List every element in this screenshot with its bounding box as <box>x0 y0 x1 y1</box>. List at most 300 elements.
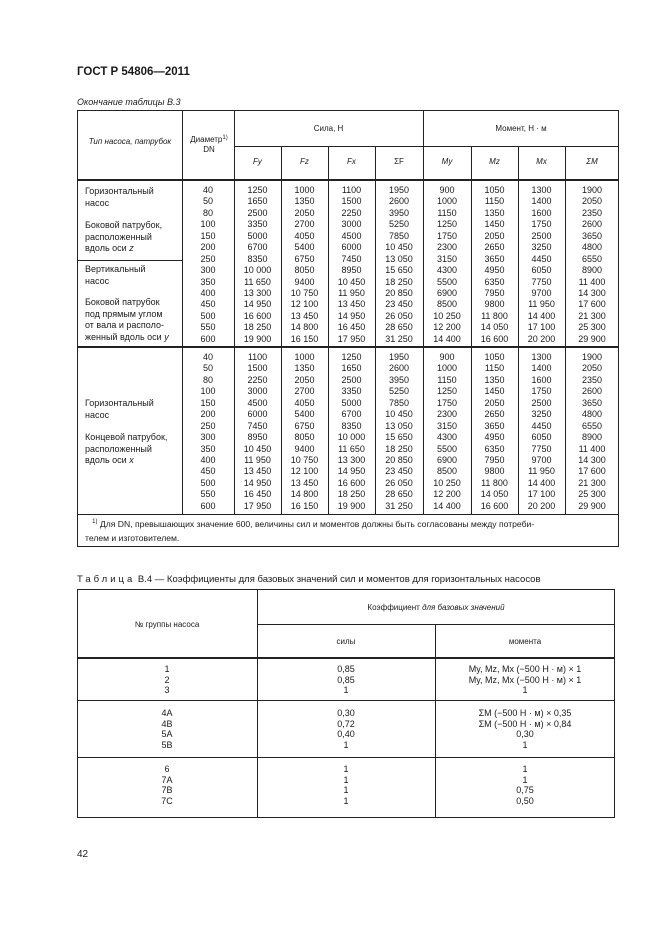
value-cell: 1450 <box>484 386 505 397</box>
value-cell: 2050 <box>484 397 505 408</box>
moment-group-header: Момент, Н · м <box>495 124 547 133</box>
value-cell: 13 450 <box>290 310 319 321</box>
value-cell: 17 100 <box>527 322 556 333</box>
value-cell: 300 <box>200 265 216 276</box>
value-cell: 11 950 <box>528 299 555 310</box>
value-cell: 17 100 <box>527 489 556 500</box>
value-cell: 15 650 <box>385 432 413 443</box>
my-header: My <box>441 157 453 166</box>
value-cell: 8350 <box>247 253 268 264</box>
value-cell: 16 600 <box>480 500 509 511</box>
value-cell: 1750 <box>436 397 458 408</box>
value-cell: 1000 <box>294 185 315 195</box>
value-cell: 7950 <box>484 287 505 298</box>
value-cell: 250 <box>200 253 216 264</box>
value-cell: 20 850 <box>385 287 413 298</box>
value-cell: 12 100 <box>290 466 319 477</box>
column-dn <box>182 352 234 512</box>
value-cell: 25 300 <box>578 322 606 333</box>
value-cell: 3650 <box>484 253 505 264</box>
value-cell: 50 <box>202 363 213 374</box>
value-cell: 5500 <box>436 443 458 454</box>
value-cell: 18 250 <box>243 322 272 333</box>
value-cell: 2600 <box>581 386 603 397</box>
value-cell: 20 850 <box>385 454 413 465</box>
value-cell: 10 250 <box>433 477 461 488</box>
column-mx <box>518 352 565 512</box>
value-cell: 10 000 <box>337 432 366 443</box>
value-cell: 1300 <box>531 352 552 362</box>
value-cell: 10 750 <box>290 454 319 465</box>
value-cell: 500 <box>200 310 216 321</box>
column-fx <box>328 352 375 512</box>
value-cell: 1100 <box>247 352 268 362</box>
value-cell: 17 950 <box>243 500 272 511</box>
value-cell: 2500 <box>531 397 552 408</box>
value-cell: 2650 <box>484 409 505 420</box>
value-cell: 2500 <box>247 207 268 218</box>
value-cell: 2700 <box>294 219 315 230</box>
value-cell: 12 200 <box>433 489 461 500</box>
value-cell: 600 <box>200 500 216 511</box>
value-cell: 1650 <box>341 363 362 374</box>
value-cell: 1 <box>343 795 349 806</box>
value-cell: 29 900 <box>578 333 606 344</box>
table-continuation-label: Окончание таблицы В.3 <box>77 97 181 107</box>
value-cell: 1 <box>522 739 528 750</box>
value-cell: 9400 <box>294 443 315 454</box>
value-cell: 2600 <box>581 219 603 230</box>
label-vertical-pump: Вертикальный насос <box>85 264 146 286</box>
value-cell: 14 400 <box>433 500 461 511</box>
value-cell: 14 300 <box>578 287 606 298</box>
value-cell: 29 900 <box>578 500 606 511</box>
value-cell: 5000 <box>247 230 268 241</box>
value-cell: 16 150 <box>290 500 319 511</box>
value-cell: 7B <box>161 785 173 795</box>
value-cell: 2700 <box>294 386 315 397</box>
value-cell: 1150 <box>484 363 505 374</box>
value-cell: ΣM (−500 Н · м) × 0,84 <box>478 718 572 729</box>
value-cell: 6050 <box>531 432 552 443</box>
value-cell: 7A <box>161 774 173 785</box>
value-cell: 7C <box>161 795 173 806</box>
value-cell: 8350 <box>341 420 362 431</box>
value-cell: 16 600 <box>337 477 366 488</box>
value-cell: 200 <box>200 409 216 420</box>
column-sm <box>565 352 619 512</box>
value-cell: 1 <box>343 685 349 695</box>
value-cell: 250 <box>200 420 216 431</box>
table-b4-caption: Таблица В.4 — Коэффициенты для базовых значений сил и моментов для горизонтальных насосов <box>77 574 541 585</box>
pump-type-header: Тип насоса, патрубок <box>88 137 172 146</box>
value-cell: 1250 <box>436 219 458 230</box>
value-cell: 2600 <box>388 196 410 207</box>
value-cell: ΣM (−500 Н · м) × 0,35 <box>478 708 572 718</box>
value-cell: 18 250 <box>385 443 413 454</box>
value-cell: 13 050 <box>385 420 413 431</box>
value-cell: 1400 <box>531 196 552 207</box>
value-cell: 7750 <box>531 276 552 287</box>
value-cell: 10 450 <box>385 242 413 253</box>
value-cell: 1 <box>343 764 349 774</box>
value-cell: 8050 <box>294 265 315 276</box>
value-cell: 6700 <box>341 409 362 420</box>
value-cell: 1500 <box>247 363 268 374</box>
value-cell: 3650 <box>484 420 505 431</box>
value-cell: 1600 <box>531 374 552 385</box>
column-fy <box>234 352 281 512</box>
value-cell: 11 400 <box>578 276 606 287</box>
value-cell: 13 300 <box>337 454 366 465</box>
value-cell: 350 <box>200 443 216 454</box>
column-mx <box>518 185 565 345</box>
value-cell: 1400 <box>531 363 552 374</box>
value-cell: 11 800 <box>481 477 508 488</box>
value-cell: 14 050 <box>480 489 509 500</box>
value-cell: 6550 <box>581 420 603 431</box>
value-cell: 11 950 <box>244 454 271 465</box>
value-cell: 14 800 <box>290 322 319 333</box>
value-cell: 13 300 <box>243 287 272 298</box>
group-number-header: № группы насоса <box>134 620 200 629</box>
value-cell: 9800 <box>484 299 505 310</box>
value-cell: 1250 <box>436 386 458 397</box>
block2-groups <box>77 708 257 750</box>
value-cell: 16 450 <box>337 322 366 333</box>
value-cell: 600 <box>200 333 216 344</box>
value-cell: 31 250 <box>385 500 413 511</box>
value-cell: 900 <box>439 185 455 195</box>
value-cell: 40 <box>202 352 213 362</box>
value-cell: 5400 <box>294 409 315 420</box>
value-cell: 18 250 <box>385 276 413 287</box>
block3-groups <box>77 764 257 806</box>
value-cell: 5250 <box>388 386 410 397</box>
value-cell: 1750 <box>436 230 458 241</box>
value-cell: 15 650 <box>385 265 413 276</box>
value-cell: 1450 <box>484 219 505 230</box>
value-cell: 4A <box>161 708 173 718</box>
value-cell: 1500 <box>341 196 362 207</box>
value-cell: 1 <box>522 685 528 695</box>
value-cell: 0,85 <box>337 674 355 685</box>
table-footnote: $^{1)}$ Для DN, превышающих значение 600, величины сил и моментов должны быть согласованы между потреби- телем и изготовителем. <box>85 519 535 543</box>
value-cell: 3650 <box>581 230 603 241</box>
value-cell: 26 050 <box>385 310 413 321</box>
coefficient-header: Коэффициент для базовых значений <box>367 603 505 612</box>
value-cell: 14 950 <box>337 466 366 477</box>
value-cell: 6 <box>164 764 170 774</box>
value-cell: 4500 <box>341 230 362 241</box>
column-my <box>423 352 471 512</box>
value-cell: 50 <box>202 196 213 207</box>
label-horizontal-pump-2: Горизонтальный насос <box>85 398 154 420</box>
value-cell: 4450 <box>531 420 552 431</box>
column-dn <box>182 185 234 345</box>
block2-moments <box>435 708 615 750</box>
mx-header: Mx <box>536 157 547 166</box>
block3-moments <box>435 764 615 806</box>
value-cell: 2050 <box>484 230 505 241</box>
value-cell: 0,50 <box>516 795 534 806</box>
value-cell: 14 400 <box>527 477 556 488</box>
column-mz <box>471 352 518 512</box>
value-cell: 14 400 <box>433 333 461 344</box>
force-group-header: Сила, Н <box>313 124 344 133</box>
value-cell: 550 <box>200 489 216 500</box>
value-cell: 80 <box>202 374 213 385</box>
value-cell: 19 900 <box>337 500 366 511</box>
value-cell: 14 950 <box>243 299 272 310</box>
value-cell: 10 000 <box>243 265 272 276</box>
value-cell: 1250 <box>247 185 268 195</box>
value-cell: 19 900 <box>243 333 272 344</box>
value-cell: 3950 <box>388 207 410 218</box>
value-cell: 11 800 <box>481 310 508 321</box>
value-cell: 20 200 <box>527 333 556 344</box>
value-cell: 900 <box>439 352 455 362</box>
value-cell: 5500 <box>436 276 458 287</box>
value-cell: 0,85 <box>337 664 355 674</box>
value-cell: 14 400 <box>527 310 556 321</box>
value-cell: 21 300 <box>578 477 606 488</box>
value-cell: 3250 <box>531 409 552 420</box>
value-cell: 3150 <box>436 253 458 264</box>
value-cell: 550 <box>200 322 216 333</box>
label-side-nozzle-z: Боковой патрубок, расположенный вдоль оси z <box>85 220 163 253</box>
value-cell: 1 <box>522 774 528 785</box>
column-mz <box>471 185 518 345</box>
value-cell: 1150 <box>437 374 457 385</box>
value-cell: 2650 <box>484 242 505 253</box>
value-cell: 6750 <box>294 420 315 431</box>
value-cell: 3 <box>164 685 170 695</box>
value-cell: 8500 <box>436 466 458 477</box>
block1-moments <box>435 664 615 696</box>
fy-header: Fy <box>253 157 262 166</box>
value-cell: 1150 <box>484 196 505 207</box>
value-cell: 7850 <box>388 230 410 241</box>
value-cell: 0,30 <box>516 729 534 739</box>
value-cell: 21 300 <box>578 310 606 321</box>
value-cell: 13 050 <box>385 253 413 264</box>
value-cell: 150 <box>200 397 216 408</box>
value-cell: 4B <box>161 718 173 729</box>
value-cell: 11 650 <box>338 443 365 454</box>
value-cell: 450 <box>200 299 216 310</box>
value-cell: 16 600 <box>480 333 509 344</box>
value-cell: 1950 <box>388 352 410 362</box>
value-cell: 7450 <box>341 253 362 264</box>
value-cell: 8950 <box>247 432 268 443</box>
value-cell: 1350 <box>294 196 315 207</box>
value-cell: 3350 <box>341 386 362 397</box>
value-cell: 2050 <box>581 196 603 207</box>
value-cell: 1 <box>522 764 528 774</box>
column-fy <box>234 185 281 345</box>
value-cell: 2500 <box>531 230 552 241</box>
value-cell: 450 <box>200 466 216 477</box>
value-cell: 11 950 <box>528 466 555 477</box>
value-cell: 1000 <box>436 363 458 374</box>
value-cell: 2350 <box>581 207 603 218</box>
value-cell: 1900 <box>581 352 603 362</box>
sum-m-header: ΣM <box>586 157 598 166</box>
value-cell: 10 450 <box>243 443 272 454</box>
column-my <box>423 185 471 345</box>
column-fx <box>328 185 375 345</box>
value-cell: 350 <box>200 276 216 287</box>
value-cell: 80 <box>202 207 213 218</box>
label-end-nozzle-x: Концевой патрубок, расположенный вдоль оси x <box>85 432 168 465</box>
column-sf <box>375 352 423 512</box>
value-cell: 3250 <box>531 242 552 253</box>
forces-header: силы <box>336 637 356 646</box>
value-cell: 12 200 <box>433 322 461 333</box>
value-cell: 3650 <box>581 397 603 408</box>
value-cell: 2300 <box>436 409 458 420</box>
value-cell: 1050 <box>484 185 505 195</box>
value-cell: 16 150 <box>290 333 319 344</box>
value-cell: 14 950 <box>337 310 366 321</box>
value-cell: 11 400 <box>578 443 606 454</box>
fz-header: Fz <box>300 157 309 166</box>
value-cell: 4950 <box>484 432 505 443</box>
value-cell: 2050 <box>294 207 315 218</box>
value-cell: 28 650 <box>385 489 413 500</box>
value-cell: 2600 <box>388 363 410 374</box>
value-cell: 6900 <box>436 454 458 465</box>
fx-header: Fx <box>347 157 356 166</box>
value-cell: 100 <box>200 386 216 397</box>
page-number: 42 <box>77 849 89 860</box>
value-cell: 2350 <box>581 374 603 385</box>
block2-forces <box>257 708 435 750</box>
value-cell: 2250 <box>247 374 268 385</box>
value-cell: My, Mz, Mx (−500 Н · м) × 1 <box>468 664 582 674</box>
value-cell: 6000 <box>341 242 362 253</box>
value-cell: 2050 <box>581 363 603 374</box>
label-horizontal-pump: Горизонтальный насос <box>85 186 154 208</box>
value-cell: 11 650 <box>244 276 271 287</box>
value-cell: 2050 <box>294 374 315 385</box>
value-cell: 100 <box>200 219 216 230</box>
value-cell: 1050 <box>484 352 505 362</box>
value-cell: 7850 <box>388 397 410 408</box>
value-cell: 1600 <box>531 207 552 218</box>
value-cell: 1750 <box>531 219 552 230</box>
value-cell: 8900 <box>581 265 603 276</box>
value-cell: 3000 <box>247 386 268 397</box>
value-cell: 3000 <box>341 219 362 230</box>
column-fz <box>281 352 328 512</box>
value-cell: 9800 <box>484 466 505 477</box>
value-cell: 14 950 <box>243 477 272 488</box>
value-cell: 4050 <box>294 397 315 408</box>
value-cell: 4800 <box>581 242 603 253</box>
value-cell: 6050 <box>531 265 552 276</box>
value-cell: 300 <box>200 432 216 443</box>
column-sm <box>565 185 619 345</box>
value-cell: 9700 <box>531 454 552 465</box>
value-cell: 16 600 <box>243 310 272 321</box>
document-title: ГОСТ Р 54806—2011 <box>77 66 190 78</box>
value-cell: 5A <box>161 729 173 739</box>
value-cell: 13 450 <box>290 477 319 488</box>
value-cell: 8900 <box>581 432 603 443</box>
value-cell: 6750 <box>294 253 315 264</box>
value-cell: 500 <box>200 477 216 488</box>
value-cell: 13 450 <box>243 466 272 477</box>
value-cell: 1250 <box>341 352 362 362</box>
value-cell: 17 600 <box>578 466 606 477</box>
value-cell: 0,72 <box>337 718 355 729</box>
value-cell: 3150 <box>436 420 458 431</box>
value-cell: 1300 <box>531 185 552 195</box>
value-cell: 1650 <box>247 196 268 207</box>
value-cell: 5B <box>161 739 173 750</box>
value-cell: 10 450 <box>337 276 366 287</box>
label-side-nozzle-y: Боковой патрубок под прямым углом от вала и располо- женный вдоль оси y <box>85 297 169 342</box>
value-cell: 10 250 <box>433 310 461 321</box>
value-cell: 23 450 <box>385 466 413 477</box>
value-cell: 4450 <box>531 253 552 264</box>
value-cell: 7450 <box>247 420 268 431</box>
value-cell: 14 300 <box>578 454 606 465</box>
value-cell: 8050 <box>294 432 315 443</box>
mz-header: Mz <box>489 157 500 166</box>
value-cell: 1350 <box>484 374 505 385</box>
value-cell: 9700 <box>531 287 552 298</box>
value-cell: 2 <box>164 674 170 685</box>
value-cell: 5400 <box>294 242 315 253</box>
value-cell: 400 <box>200 454 216 465</box>
value-cell: 400 <box>200 287 216 298</box>
value-cell: 18 250 <box>337 489 366 500</box>
value-cell: 17 600 <box>578 299 606 310</box>
value-cell: My, Mz, Mx (−500 Н · м) × 1 <box>468 674 582 685</box>
value-cell: 1750 <box>531 386 552 397</box>
value-cell: 7750 <box>531 443 552 454</box>
value-cell: 1 <box>343 774 349 785</box>
value-cell: 6700 <box>247 242 268 253</box>
value-cell: 23 450 <box>385 299 413 310</box>
value-cell: 6550 <box>581 253 603 264</box>
value-cell: 6000 <box>247 409 268 420</box>
value-cell: 40 <box>202 185 213 195</box>
value-cell: 26 050 <box>385 477 413 488</box>
value-cell: 1150 <box>437 207 457 218</box>
value-cell: 3350 <box>247 219 268 230</box>
value-cell: 20 200 <box>527 500 556 511</box>
value-cell: 16 450 <box>243 489 272 500</box>
value-cell: 200 <box>200 242 216 253</box>
value-cell: 2500 <box>341 374 362 385</box>
diameter-header: Диаметр$^{1)}$ DN <box>190 135 228 154</box>
block1-forces <box>257 664 435 696</box>
value-cell: 14 050 <box>480 322 509 333</box>
value-cell: 3950 <box>388 374 410 385</box>
value-cell: 4800 <box>581 409 603 420</box>
value-cell: 5250 <box>388 219 410 230</box>
value-cell: 1350 <box>294 363 315 374</box>
value-cell: 1 <box>164 664 170 674</box>
value-cell: 2300 <box>436 242 458 253</box>
value-cell: 6350 <box>484 276 505 287</box>
value-cell: 4050 <box>294 230 315 241</box>
value-cell: 14 800 <box>290 489 319 500</box>
